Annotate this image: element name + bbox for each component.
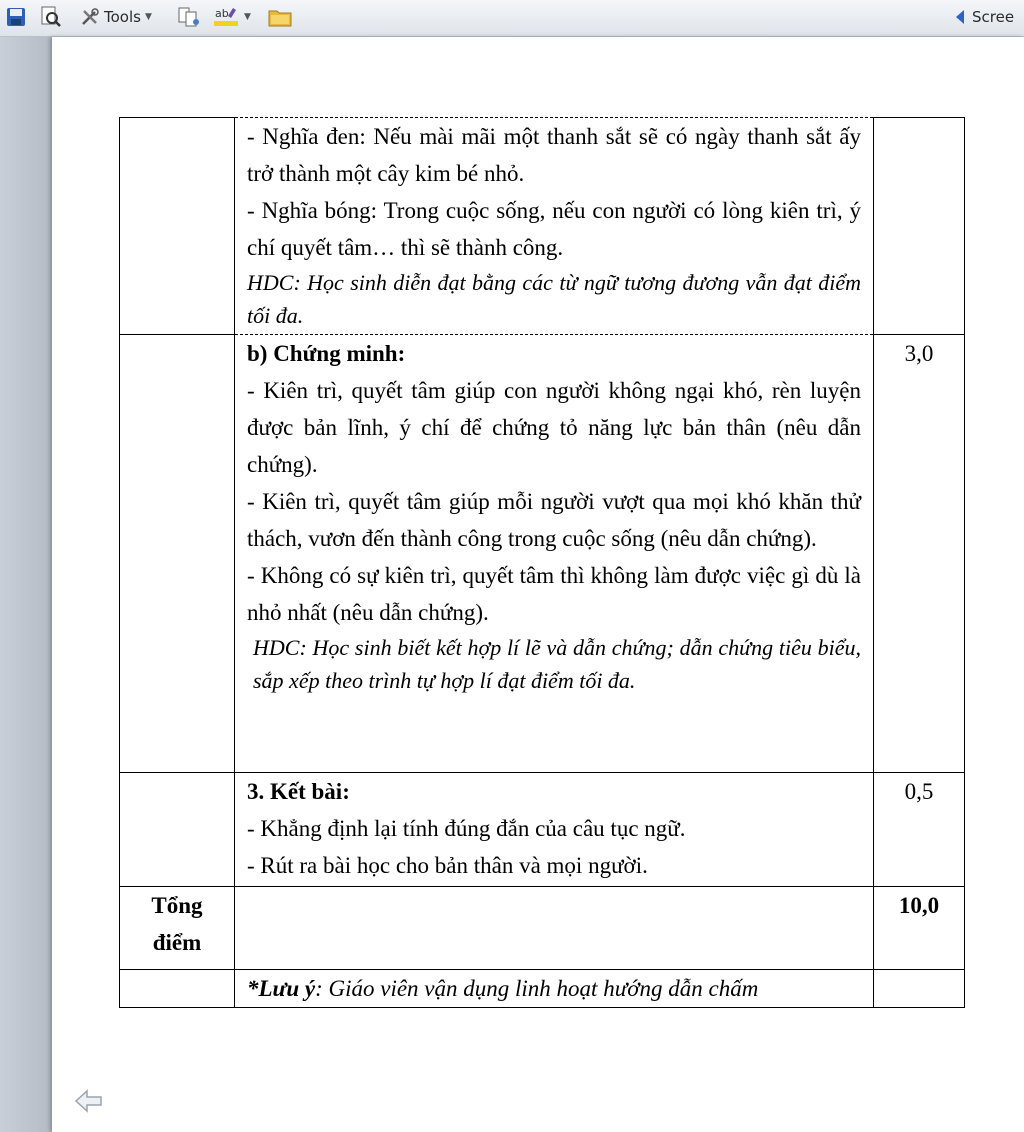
spelling-icon: [214, 6, 240, 28]
note-cell: [235, 970, 874, 1008]
list-item: - Kiên trì, quyết tâm giúp mỗi người vượt qua mọi khó khăn thử thách, vươn đến thành công trong cuộc sống (nêu dẫn chứng).: [247, 489, 861, 551]
figurative-meaning-text: - Nghĩa bóng: Trong cuộc sống, nếu con người có lòng kiên trì, ý chí quyết tâm… thì sẽ thành công.: [247, 198, 861, 260]
research-icon: [178, 6, 202, 28]
research-button[interactable]: [178, 6, 202, 28]
table-row: [120, 335, 965, 773]
save-button[interactable]: [6, 6, 26, 28]
table-row: [120, 887, 965, 970]
section-heading: 3. Kết bài:: [247, 779, 350, 804]
hdc-note-text: HDC: Học sinh diễn đạt bằng các từ ngữ tương đương vẫn đạt điểm tối đa.: [247, 270, 861, 328]
chevron-down-icon: ▼: [144, 12, 152, 22]
note-text: : Giáo viên vận dụng linh hoạt hướng dẫn chấm: [315, 976, 759, 1001]
total-score-cell: 10,0: [874, 887, 965, 970]
tools-menu-button[interactable]: [80, 6, 152, 28]
list-item: - Không có sự kiên trì, quyết tâm thì không làm được việc gì dù là nhỏ nhất (nêu dẫn chứng).: [247, 563, 861, 625]
table-row: [120, 118, 965, 335]
new-comment-button[interactable]: [268, 6, 292, 28]
table-row: [120, 773, 965, 887]
table-cell: [120, 118, 235, 335]
score-cell: 0,5: [874, 773, 965, 887]
note-label: *Lưu ý: [247, 976, 316, 1001]
previous-screen-button[interactable]: [74, 1088, 104, 1119]
screen-navigation-button[interactable]: [954, 6, 1014, 28]
triangle-left-icon: [954, 9, 966, 25]
left-margin-bar: [0, 37, 52, 1132]
section-heading: b) Chứng minh:: [247, 341, 406, 366]
save-icon: [6, 7, 26, 27]
arrow-left-icon: [74, 1101, 104, 1118]
svg-text:ab: ab: [215, 7, 229, 20]
chevron-down-icon: ▼: [244, 12, 251, 22]
grading-table: [119, 117, 965, 1008]
folder-icon: [268, 7, 292, 27]
list-item: - Rút ra bài học cho bản thân và mọi người.: [247, 853, 648, 878]
spelling-button[interactable]: [214, 6, 251, 28]
toolbar: [0, 0, 1024, 37]
print-preview-icon: [40, 6, 62, 28]
table-cell: [120, 335, 235, 773]
list-item: - Kiên trì, quyết tâm giúp con người không ngại khó, rèn luyện được bản lĩnh, ý chí để chứng tỏ năng lực bản thân (nêu dẫn chứng).: [247, 378, 861, 477]
total-label-line: Tổng: [151, 893, 203, 918]
tools-icon: [80, 7, 100, 27]
table-cell: [235, 118, 874, 335]
table-cell: [235, 773, 874, 887]
table-cell: [874, 970, 965, 1008]
tools-label: Tools: [104, 8, 141, 26]
score-cell: 3,0: [874, 335, 965, 773]
total-label-cell: [120, 887, 235, 970]
screen-label: Scree: [972, 8, 1015, 26]
total-label-line: điểm: [152, 930, 202, 955]
table-cell: [874, 118, 965, 335]
hdc-note-text: HDC: Học sinh biết kết hợp lí lẽ và dẫn chứng; dẫn chứng tiêu biểu, sắp xếp theo trình tự hợp lí đạt điểm tối đa.: [253, 635, 861, 693]
table-row: [120, 970, 965, 1008]
list-item: - Khẳng định lại tính đúng đắn của câu tục ngữ.: [247, 816, 686, 841]
print-preview-button[interactable]: [40, 6, 62, 28]
table-cell: [235, 887, 874, 970]
literal-meaning-text: - Nghĩa đen: Nếu mài mãi một thanh sắt sẽ có ngày thanh sắt ấy trở thành một cây kim bé nhỏ.: [247, 124, 861, 186]
table-cell: [235, 335, 874, 773]
table-cell: [120, 773, 235, 887]
table-cell: [120, 970, 235, 1008]
